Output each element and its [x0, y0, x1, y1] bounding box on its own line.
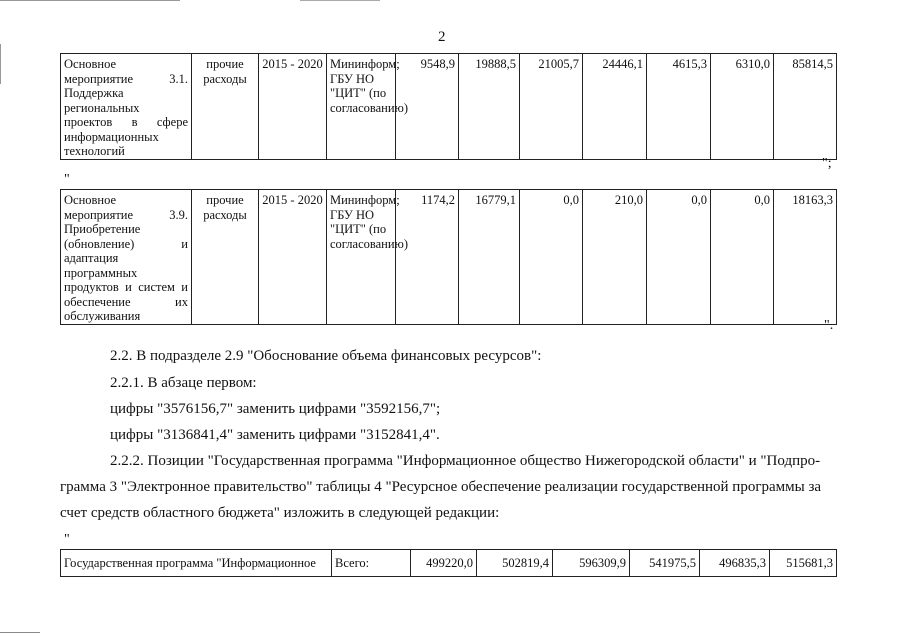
scan-edge-mark: [0, 0, 180, 1]
paragraph: цифры "3576156,7" заменить цифрами "3592156,7";: [110, 401, 441, 417]
years: 2015 - 2020: [259, 190, 327, 325]
responsible: Мининформ; ГБУ НО "ЦИТ" (по согласованию): [327, 54, 396, 160]
paragraph: цифры "3136841,4" заменить цифрами "3152841,4".: [110, 427, 440, 443]
close-quote: ";: [822, 156, 832, 171]
value-cell: 499220,0: [411, 550, 477, 577]
activity-name: Основное мероприятие 3.9. Приобретение (обновление) и адаптация программных продуктов и систем и обеспечение их обслуживания: [61, 190, 192, 325]
years: 2015 - 2020: [259, 54, 327, 160]
scan-edge-mark: [0, 44, 1, 84]
paragraph: грамма 3 "Электронное правительство" таблицы 4 "Ресурсное обеспечение реализации государственной программы за: [60, 479, 822, 495]
value-cell: 6310,0: [711, 54, 774, 160]
value-cell: 16779,1: [459, 190, 520, 325]
paragraph: 2.2.2. Позиции "Государственная программа "Информационное общество Нижегородской области" и "Подпро-: [110, 453, 821, 469]
responsible: Мининформ; ГБУ НО "ЦИТ" (по согласованию): [327, 190, 396, 325]
expense-type: прочие расходы: [192, 54, 259, 160]
open-quote: ": [64, 532, 70, 547]
expense-type: прочие расходы: [192, 190, 259, 325]
program-name: Государственная программа "Информационное: [61, 550, 332, 577]
program-table: [60, 549, 837, 577]
value-cell: 210,0: [583, 190, 647, 325]
value-cell: 85814,5: [774, 54, 837, 160]
value-cell: 541975,5: [630, 550, 700, 577]
value-cell: 21005,7: [520, 54, 583, 160]
value-cell: 502819,4: [477, 550, 553, 577]
value-cell: 18163,3: [774, 190, 837, 325]
value-cell: 4615,3: [647, 54, 711, 160]
activity-name: Основное мероприятие 3.1. Поддержка региональных проектов в сфере информационных технологий: [61, 54, 192, 160]
value-cell: 0,0: [520, 190, 583, 325]
table-row: [61, 550, 837, 577]
paragraph: 2.2. В подразделе 2.9 "Обоснование объема финансовых ресурсов":: [110, 348, 542, 364]
value-cell: 0,0: [647, 190, 711, 325]
scan-edge-mark: [300, 0, 380, 1]
value-cell: 496835,3: [700, 550, 770, 577]
close-quote: ".: [824, 318, 834, 333]
paragraph: счет средств областного бюджета" изложить в следующей редакции:: [60, 505, 500, 521]
paragraph: 2.2.1. В абзаце первом:: [110, 375, 257, 391]
table-row: [61, 54, 837, 160]
open-quote: ": [64, 172, 70, 187]
page-number: 2: [438, 29, 446, 45]
value-cell: 24446,1: [583, 54, 647, 160]
scan-edge-mark: [0, 632, 40, 633]
value-cell: 0,0: [711, 190, 774, 325]
value-cell: 9548,9: [396, 54, 459, 160]
value-cell: 19888,5: [459, 54, 520, 160]
value-cell: 596309,9: [553, 550, 630, 577]
value-cell: 515681,3: [770, 550, 837, 577]
activity-table-3-9: [60, 189, 837, 325]
activity-table-3-1: [60, 53, 837, 160]
total-label: Всего:: [332, 550, 411, 577]
value-cell: 1174,2: [396, 190, 459, 325]
table-row: [61, 190, 837, 325]
